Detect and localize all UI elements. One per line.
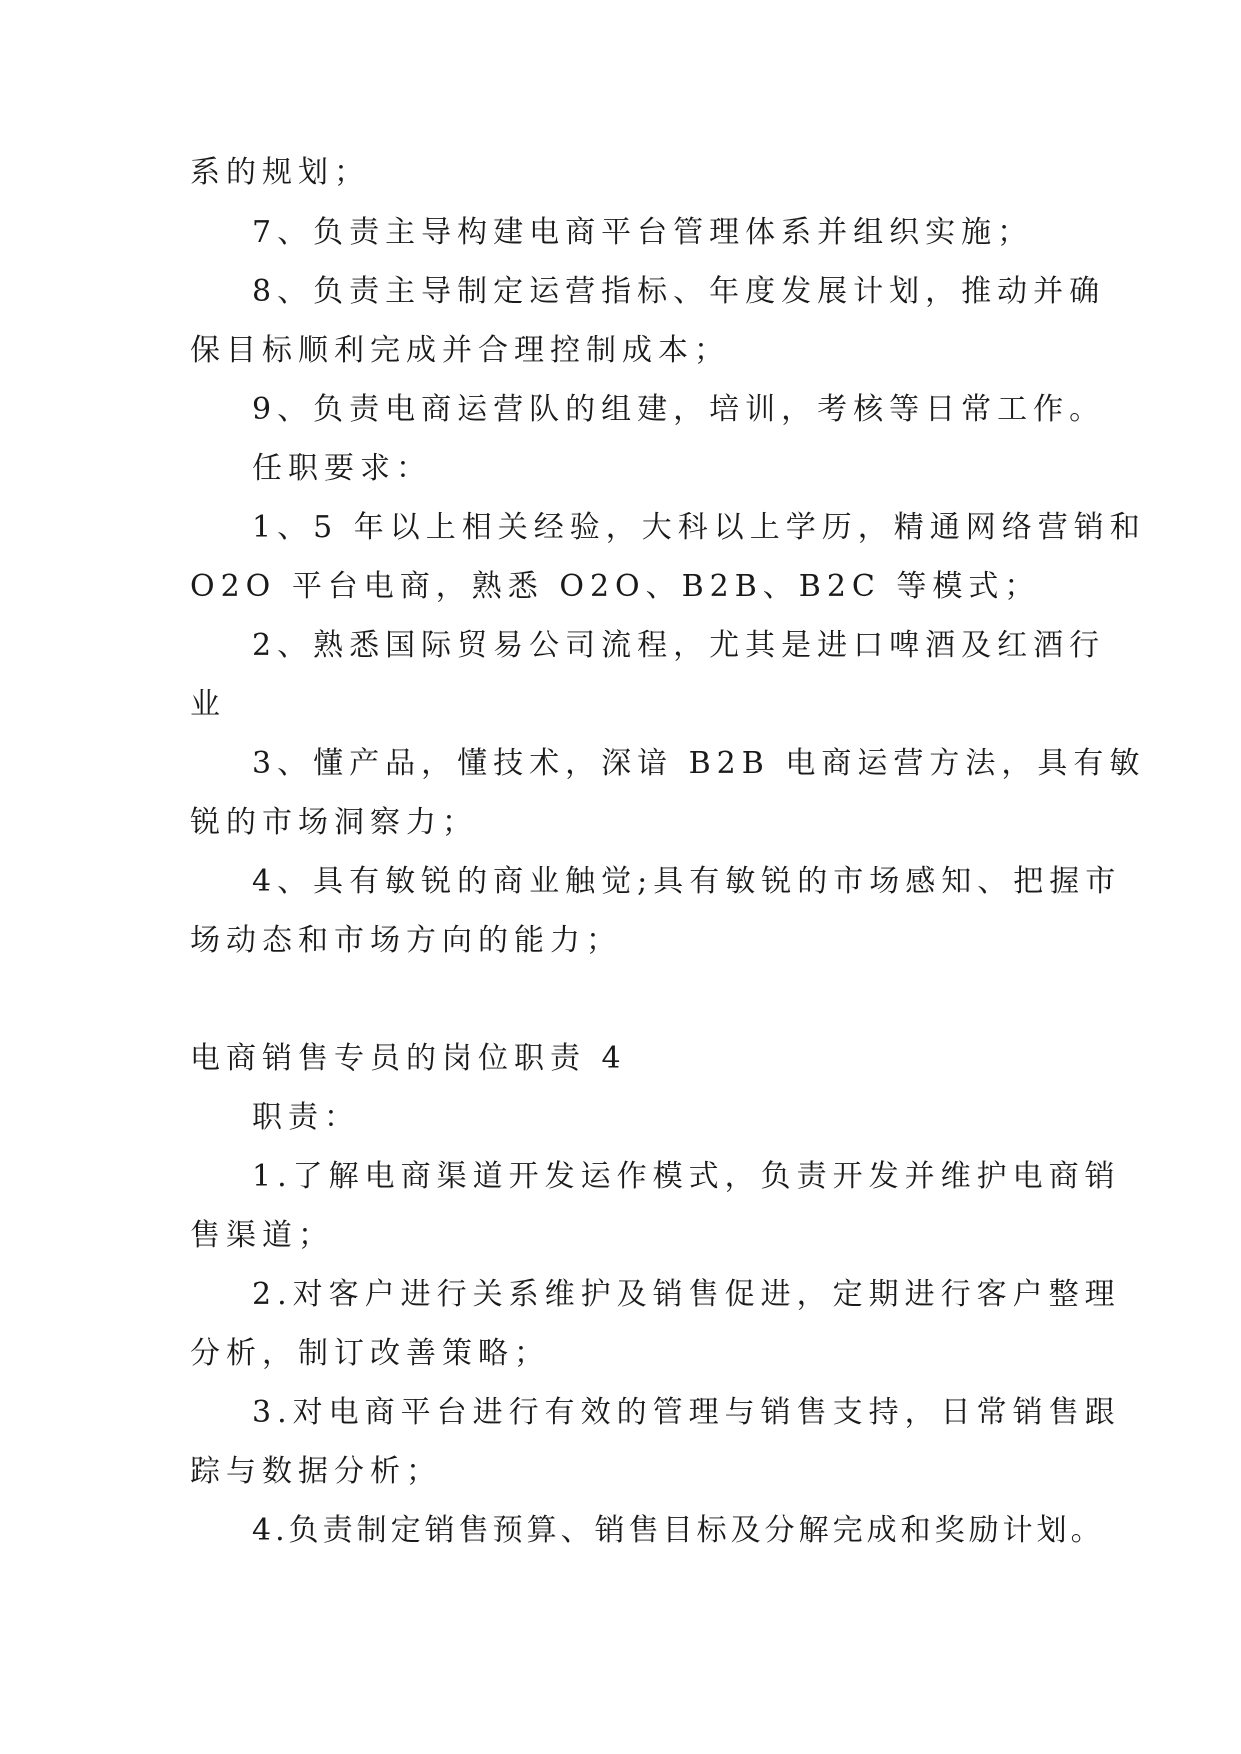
text-line: 保目标顺利完成并合理控制成本；: [190, 333, 730, 368]
text-line: 7、负责主导构建电商平台管理体系并组织实施；: [252, 215, 1034, 250]
section-heading: 电商销售专员的岗位职责 4: [190, 1041, 627, 1076]
text-line: 2、熟悉国际贸易公司流程，尤其是进口啤酒及红酒行: [252, 628, 1106, 663]
text-line: 8、负责主导制定运营指标、年度发展计划，推动并确: [252, 274, 1106, 309]
text-line: 1.了解电商渠道开发运作模式，负责开发并维护电商销: [252, 1159, 1121, 1194]
text-line: 系的规划；: [190, 155, 370, 190]
text-line: 9、负责电商运营队的组建，培训，考核等日常工作。: [252, 392, 1106, 427]
text-line: 4.负责制定销售预算、销售目标及分解完成和奖励计划。: [252, 1513, 1105, 1548]
text-line: O2O 平台电商，熟悉 O2O、B2B、B2C 等模式；: [190, 569, 1041, 604]
text-line: 业: [190, 687, 226, 722]
text-line: 3.对电商平台进行有效的管理与销售支持，日常销售跟: [252, 1395, 1121, 1430]
text-line: 4、具有敏锐的商业触觉;具有敏锐的市场感知、把握市: [252, 864, 1122, 899]
text-line: 场动态和市场方向的能力；: [190, 923, 622, 958]
text-line: 锐的市场洞察力；: [190, 805, 478, 840]
text-line: 1、5 年以上相关经验，大科以上学历，精通网络营销和: [252, 510, 1146, 545]
text-line: 职责：: [252, 1100, 360, 1135]
text-line: 分析，制订改善策略；: [190, 1336, 550, 1371]
text-line: 踪与数据分析；: [190, 1454, 442, 1489]
text-line: 售渠道；: [190, 1218, 334, 1253]
text-line: 2.对客户进行关系维护及销售促进，定期进行客户整理: [252, 1277, 1121, 1312]
text-line: 3、懂产品，懂技术，深谙 B2B 电商运营方法，具有敏: [252, 746, 1146, 781]
text-line: 任职要求：: [252, 451, 432, 486]
